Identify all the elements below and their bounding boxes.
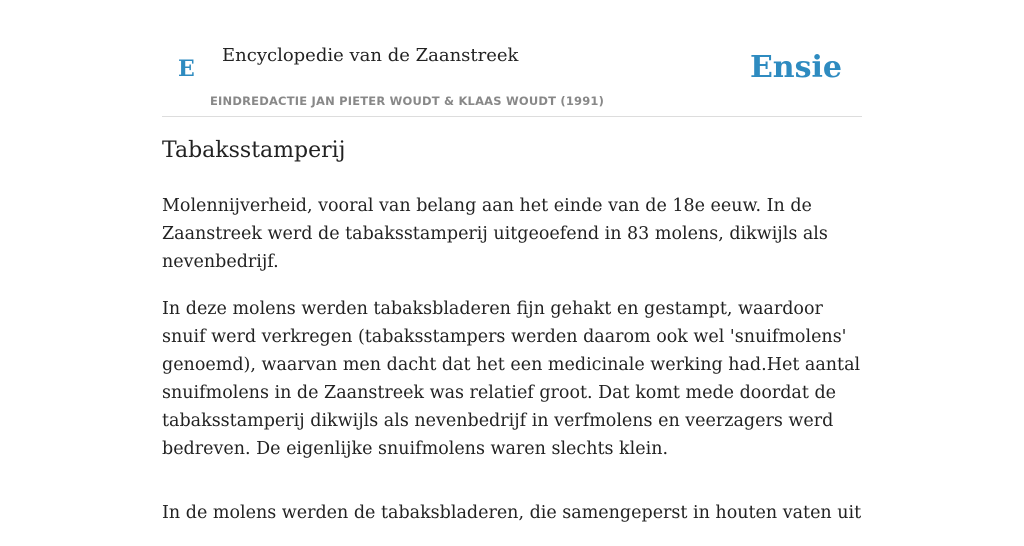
paragraph: In deze molens werden tabaksbladeren fijn gehakt en gestampt, waardoor snuif werd verkregen (tabaksstampers werden daarom ook wel 'snuifmolens' genoemd), waarvan men dacht dat het een medicinale werking had.Het aantal snuifmolens in de Zaanstreek was relatief groot. Dat komt mede doordat de tabaksstamperij dikwijls als nevenbedrijf in verfmolens en veerzagers werd bedreven. De eigenlijke snuifmolens waren slechts klein.	[162, 299, 861, 459]
page-container	[162, 0, 862, 523]
brand-logo[interactable]: Ensie	[749, 50, 842, 85]
article-body	[162, 192, 862, 546]
book-title[interactable]: Encyclopedie van de Zaanstreek	[222, 45, 519, 66]
header	[162, 0, 862, 117]
paragraph: In de molens werden de tabaksbladeren, die samengeperst in houten vaten uit	[162, 503, 862, 523]
paragraph: Molennijverheid, vooral van belang aan het einde van de 18e eeuw. In de Zaanstreek werd de tabaksstamperij uitgeoefend in 83 molens, dikwijls als nevenbedrijf.	[162, 196, 828, 272]
editors-caption: EINDREDACTIE JAN PIETER WOUDT & KLAAS WOUDT (1991)	[210, 94, 605, 108]
logo-icon[interactable]: E	[178, 56, 195, 82]
article-title: Tabaksstamperij	[162, 138, 346, 163]
